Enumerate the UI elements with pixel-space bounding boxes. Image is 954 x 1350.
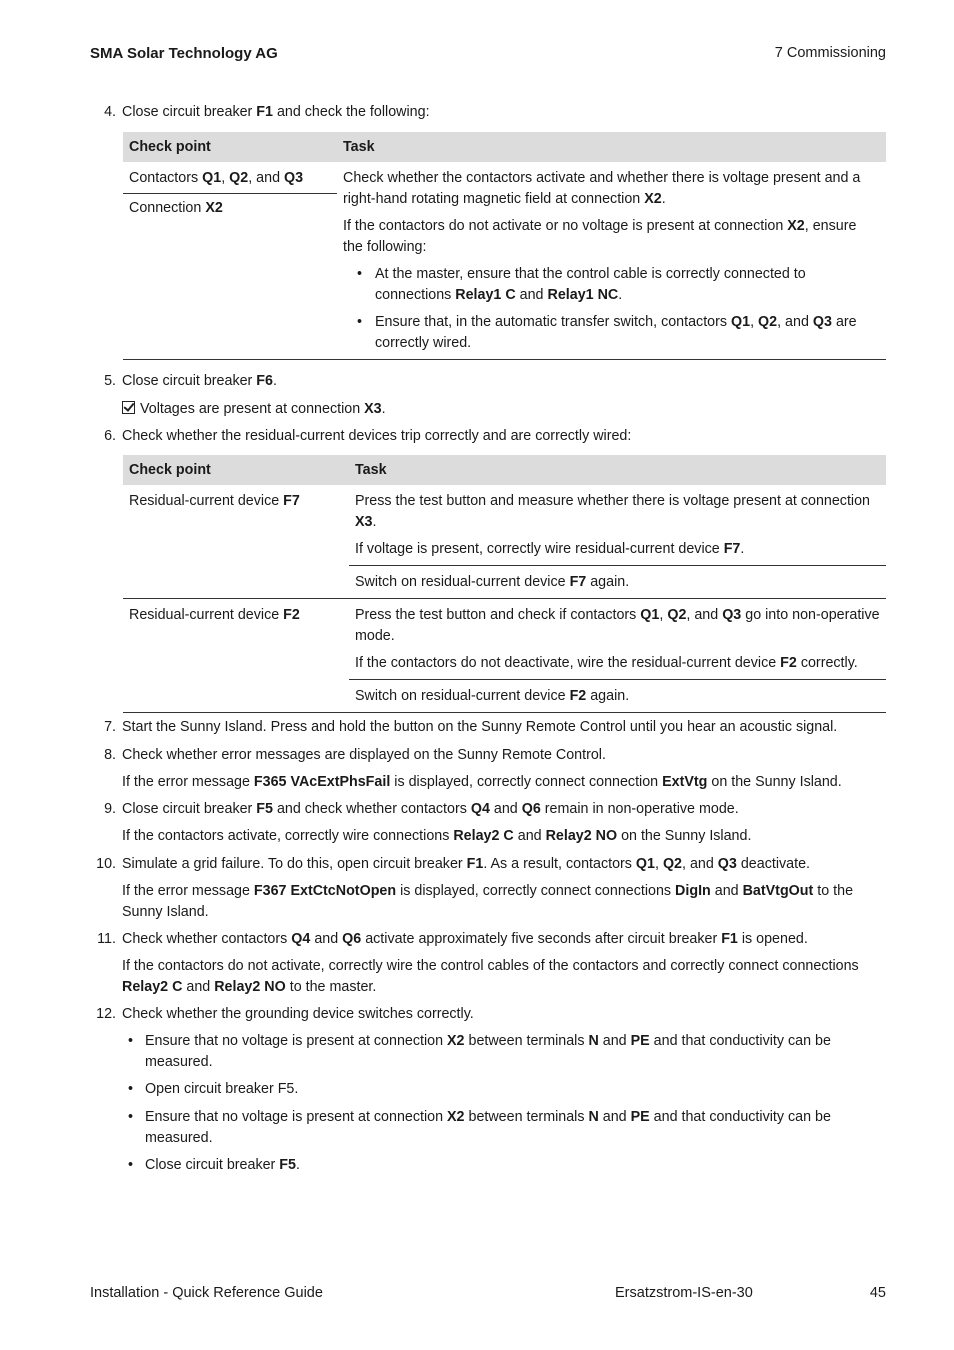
check-point-f7: Residual-current device F7 — [129, 493, 300, 509]
step-number: 6. — [104, 428, 116, 444]
bullet-icon: • — [357, 266, 363, 282]
step-12-bullet: • Close circuit breaker F5. — [145, 1155, 890, 1176]
footer-doc-title: Installation - Quick Reference Guide — [90, 1285, 323, 1301]
check-point-f2: Residual-current device F2 — [123, 599, 349, 713]
check-table-step4 — [123, 132, 886, 360]
step-number: 8. — [104, 747, 116, 763]
task-bullet: • Ensure that, in the automatic transfer switch, contactors Q1, Q2, and Q3 are correctly wired. — [357, 314, 857, 351]
bullet-icon: • — [128, 1109, 134, 1125]
step-number: 5. — [104, 373, 116, 389]
task-paragraph: If voltage is present, correctly wire residual-current device F7. — [355, 541, 745, 557]
step-number: 4. — [104, 104, 116, 120]
task-paragraph: Press the test button and measure whether there is voltage present at connection X3. — [355, 493, 870, 530]
step-text: Close circuit breaker F5 and check whether contactors Q4 and Q6 remain in non-operative mode. — [122, 801, 739, 817]
step-text: Close circuit breaker F6. — [122, 373, 277, 389]
step-text: Close circuit breaker F1 and check the following: — [122, 104, 430, 120]
column-header-task: Task — [337, 132, 886, 162]
footer-doc-code: Ersatzstrom-IS-en-30 — [615, 1285, 753, 1301]
column-header-check-point: Check point — [123, 455, 349, 485]
check-table-step6 — [123, 455, 886, 713]
step-12-bullet: • Ensure that no voltage is present at connection X2 between terminals N and PE and that conductivity can be measured. — [128, 1109, 831, 1146]
task-cell: Switch on residual-current device F7 again. — [355, 574, 630, 590]
page-number: 45 — [869, 1285, 886, 1301]
check-point-contactors: Contactors Q1, Q2, and Q3 — [123, 162, 337, 194]
task-paragraph: If the contactors do not deactivate, wire the residual-current device F2 correctly. — [355, 655, 858, 671]
header-company: SMA Solar Technology AG — [90, 45, 278, 62]
step-number: 11. — [97, 931, 116, 947]
bullet-icon: • — [128, 1157, 134, 1173]
check-point-cell — [123, 162, 337, 360]
task-paragraph: Check whether the contactors activate and whether there is voltage present and a right-hand rotating magnetic field at connection X2. — [343, 170, 861, 207]
step-text: Simulate a grid failure. To do this, open circuit breaker F1. As a result, contactors Q1, Q2, and Q3 deactivate. — [122, 856, 810, 872]
step-number: 7. — [104, 719, 116, 735]
task-cell — [349, 599, 886, 680]
bullet-icon: • — [128, 1081, 134, 1097]
step-5-result: Voltages are present at connection X3. — [122, 399, 892, 420]
step-11-detail: If the contactors do not activate, correctly wire the control cables of the contactors and correctly connect connections Relay2 C and Relay2 NO to the master. — [122, 958, 859, 995]
task-cell: Switch on residual-current device F2 again. — [355, 688, 630, 704]
column-header-check-point: Check point — [123, 132, 337, 162]
bullet-icon: • — [357, 314, 363, 330]
checkbox-checked-icon — [122, 401, 135, 414]
header-chapter: 7 Commissioning — [774, 45, 886, 61]
step-number: 10. — [96, 856, 116, 872]
task-paragraph: If the contactors do not activate or no voltage is present at connection X2, ensure the following: — [343, 218, 857, 255]
bullet-icon: • — [128, 1033, 134, 1049]
task-bullet: • At the master, ensure that the control cable is correctly connected to connections Relay1 C and Relay1 NC. — [357, 266, 806, 303]
step-text: Check whether the grounding device switches correctly. — [122, 1006, 474, 1022]
step-12-bullet: • Ensure that no voltage is present at connection X2 between terminals N and PE and that conductivity can be measured. — [128, 1033, 831, 1070]
task-paragraph: Press the test button and check if contactors Q1, Q2, and Q3 go into non-operative mode. — [355, 607, 880, 644]
step-text: Start the Sunny Island. Press and hold the button on the Sunny Remote Control until you hear an acoustic signal. — [122, 719, 838, 735]
step-number: 12. — [96, 1006, 116, 1022]
task-cell — [337, 162, 886, 360]
step-9-detail: If the contactors activate, correctly wire connections Relay2 C and Relay2 NO on the Sunny Island. — [122, 828, 752, 844]
check-point-connection: Connection X2 — [129, 200, 223, 216]
step-8-detail: If the error message F365 VAcExtPhsFail is displayed, correctly connect connection ExtVtg on the Sunny Island. — [122, 774, 842, 790]
column-header-task: Task — [349, 455, 886, 485]
step-number: 9. — [104, 801, 116, 817]
step-text: Check whether contactors Q4 and Q6 activate approximately five seconds after circuit breaker F1 is opened. — [122, 931, 808, 947]
task-cell — [349, 485, 886, 566]
step-text: Check whether error messages are displayed on the Sunny Remote Control. — [122, 747, 606, 763]
step-12-bullet: • Open circuit breaker F5. — [145, 1079, 890, 1100]
step-10-detail: If the error message F367 ExtCtcNotOpen is displayed, correctly connect connections DigIn and BatVtgOut to the Sunny Island. — [122, 883, 854, 920]
step-text: Check whether the residual-current devices trip correctly and are correctly wired: — [122, 428, 632, 444]
